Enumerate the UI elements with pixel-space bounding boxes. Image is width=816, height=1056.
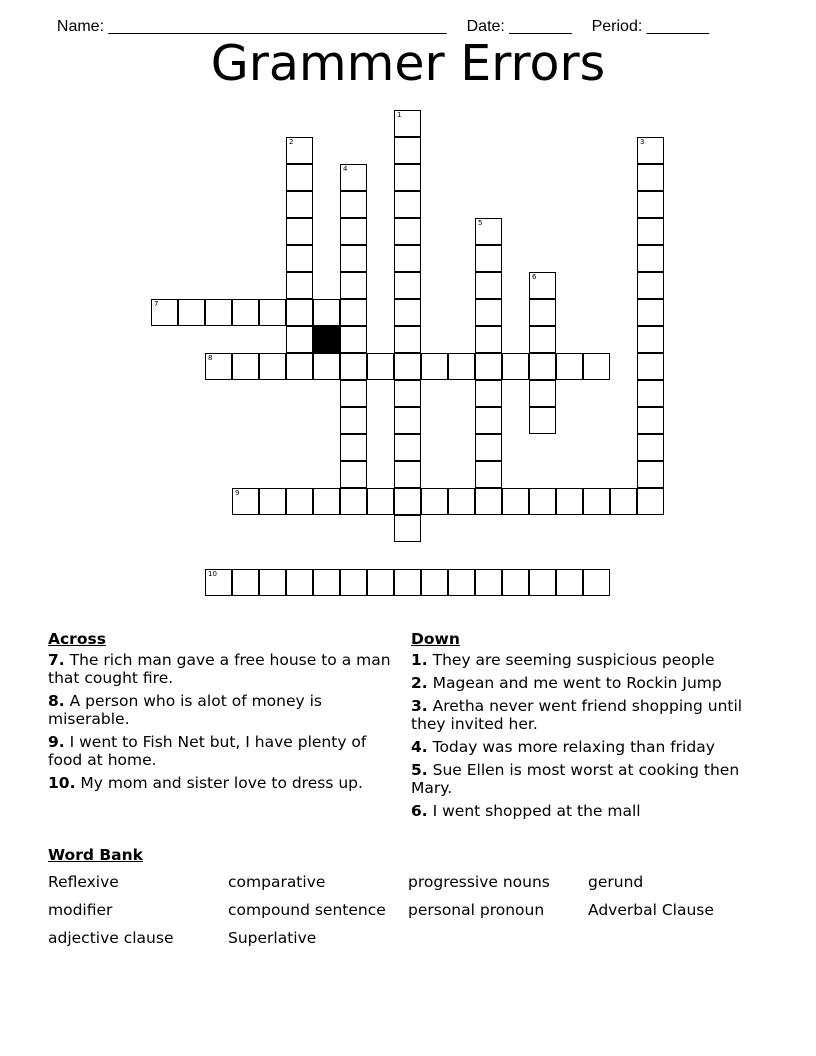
grid-cell[interactable] — [394, 110, 421, 137]
grid-cell[interactable] — [313, 353, 340, 380]
black-square — [313, 326, 340, 353]
grid-cell[interactable] — [448, 488, 475, 515]
clue-text: Magean and me went to Rockin Jump — [427, 674, 722, 692]
grid-cell[interactable] — [394, 569, 421, 596]
grid-cell[interactable] — [448, 569, 475, 596]
clue-number: 9. — [48, 733, 65, 751]
across-clue — [48, 692, 393, 728]
down-clue — [411, 738, 756, 756]
word-bank-item: Reflexive — [48, 873, 119, 891]
grid-cell[interactable] — [313, 488, 340, 515]
clue-text: My mom and sister love to dress up. — [75, 774, 363, 792]
cell-number: 8 — [208, 354, 213, 362]
grid-cell[interactable] — [529, 407, 556, 434]
grid-cell[interactable] — [529, 353, 556, 380]
grid-cell[interactable] — [421, 488, 448, 515]
cell-number: 9 — [235, 489, 240, 497]
clue-text: A person who is alot of money is miserable. — [48, 692, 323, 728]
grid-cell[interactable] — [529, 326, 556, 353]
grid-cell[interactable] — [556, 569, 583, 596]
grid-cell[interactable] — [367, 353, 394, 380]
grid-cell[interactable] — [475, 218, 502, 245]
grid-cell[interactable] — [340, 164, 367, 191]
down-clue — [411, 674, 756, 692]
grid-cell[interactable] — [394, 461, 421, 488]
clue-number: 4. — [411, 738, 428, 756]
grid-cell[interactable] — [475, 353, 502, 380]
grid-cell[interactable] — [232, 299, 259, 326]
grid-cell[interactable] — [313, 569, 340, 596]
grid-cell[interactable] — [286, 326, 313, 353]
clue-text: Aretha never went friend shopping until they invited her. — [411, 697, 743, 733]
grid-cell[interactable] — [286, 164, 313, 191]
grid-cell[interactable] — [475, 380, 502, 407]
grid-cell[interactable] — [421, 353, 448, 380]
grid-cell[interactable] — [448, 353, 475, 380]
grid-cell[interactable] — [394, 407, 421, 434]
word-bank-item: comparative — [228, 873, 326, 891]
grid-cell[interactable] — [394, 272, 421, 299]
clue-number: 6. — [411, 802, 428, 820]
grid-cell[interactable] — [232, 569, 259, 596]
grid-cell[interactable] — [340, 353, 367, 380]
date-field-label[interactable]: Date: _______ — [466, 18, 572, 35]
clue-text: They are seeming suspicious people — [427, 651, 715, 669]
across-clue — [48, 651, 393, 687]
grid-cell[interactable] — [475, 326, 502, 353]
grid-cell[interactable] — [286, 272, 313, 299]
clue-text: The rich man gave a free house to a man that cought fire. — [48, 651, 391, 687]
grid-cell[interactable] — [340, 245, 367, 272]
grid-cell[interactable] — [502, 569, 529, 596]
grid-cell[interactable] — [637, 461, 664, 488]
grid-cell[interactable] — [394, 380, 421, 407]
word-bank-item: compound sentence — [228, 901, 386, 919]
word-bank-heading: Word Bank — [48, 846, 143, 864]
grid-cell[interactable] — [529, 272, 556, 299]
grid-cell[interactable] — [340, 434, 367, 461]
grid-cell[interactable] — [205, 299, 232, 326]
grid-cell[interactable] — [340, 218, 367, 245]
clue-number: 10. — [48, 774, 76, 792]
grid-cell[interactable] — [529, 299, 556, 326]
grid-cell[interactable] — [583, 569, 610, 596]
cell-number: 4 — [343, 165, 348, 173]
grid-cell[interactable] — [394, 137, 421, 164]
grid-cell[interactable] — [637, 326, 664, 353]
grid-cell[interactable] — [340, 407, 367, 434]
grid-cell[interactable] — [637, 191, 664, 218]
grid-cell[interactable] — [394, 326, 421, 353]
grid-cell[interactable] — [205, 569, 232, 596]
grid-cell[interactable] — [637, 218, 664, 245]
grid-cell[interactable] — [259, 299, 286, 326]
grid-cell[interactable] — [610, 488, 637, 515]
grid-cell[interactable] — [259, 353, 286, 380]
grid-cell[interactable] — [529, 488, 556, 515]
down-clue — [411, 651, 756, 669]
clue-text: I went shopped at the mall — [427, 802, 641, 820]
across-clue — [48, 774, 393, 792]
clue-number: 7. — [48, 651, 65, 669]
clue-number: 8. — [48, 692, 65, 710]
word-bank-item: adjective clause — [48, 929, 174, 947]
down-clue — [411, 761, 756, 797]
grid-cell[interactable] — [340, 299, 367, 326]
word-bank-item: progressive nouns — [408, 873, 550, 891]
cell-number: 10 — [208, 570, 217, 578]
page-title: Grammer Errors — [210, 35, 606, 92]
clue-number: 3. — [411, 697, 428, 715]
grid-cell[interactable] — [475, 299, 502, 326]
grid-cell[interactable] — [475, 407, 502, 434]
grid-cell[interactable] — [475, 272, 502, 299]
clue-text: Sue Ellen is most worst at cooking then Mary. — [411, 761, 740, 797]
grid-cell[interactable] — [637, 407, 664, 434]
grid-cell[interactable] — [394, 164, 421, 191]
grid-cell[interactable] — [259, 569, 286, 596]
grid-cell[interactable] — [340, 191, 367, 218]
clue-text: Today was more relaxing than friday — [427, 738, 715, 756]
name-field-label[interactable]: Name: ______________________________________ — [56, 18, 447, 35]
grid-cell[interactable] — [394, 434, 421, 461]
grid-cell[interactable] — [394, 515, 421, 542]
grid-cell[interactable] — [529, 380, 556, 407]
across-clues — [48, 630, 393, 797]
grid-cell[interactable] — [340, 569, 367, 596]
grid-cell[interactable] — [475, 434, 502, 461]
grid-cell[interactable] — [502, 488, 529, 515]
grid-cell[interactable] — [205, 353, 232, 380]
grid-cell[interactable] — [340, 326, 367, 353]
grid-cell[interactable] — [529, 569, 556, 596]
grid-cell[interactable] — [286, 137, 313, 164]
grid-cell[interactable] — [394, 191, 421, 218]
grid-cell[interactable] — [394, 245, 421, 272]
cell-number: 6 — [532, 273, 537, 281]
grid-cell[interactable] — [259, 488, 286, 515]
word-bank-item: Adverbal Clause — [588, 901, 714, 919]
grid-cell[interactable] — [637, 299, 664, 326]
grid-cell[interactable] — [421, 569, 448, 596]
grid-cell[interactable] — [394, 353, 421, 380]
grid-cell[interactable] — [637, 245, 664, 272]
grid-cell[interactable] — [502, 353, 529, 380]
grid-cell[interactable] — [475, 461, 502, 488]
grid-cell[interactable] — [637, 434, 664, 461]
grid-cell[interactable] — [637, 353, 664, 380]
cell-number: 2 — [289, 138, 294, 146]
grid-cell[interactable] — [583, 488, 610, 515]
grid-cell[interactable] — [637, 488, 664, 515]
grid-cell[interactable] — [637, 164, 664, 191]
word-bank-item: Superlative — [228, 929, 317, 947]
grid-cell[interactable] — [286, 245, 313, 272]
word-bank-item: modifier — [48, 901, 113, 919]
grid-cell[interactable] — [340, 272, 367, 299]
grid-cell[interactable] — [340, 461, 367, 488]
grid-cell[interactable] — [367, 569, 394, 596]
grid-cell[interactable] — [232, 353, 259, 380]
cell-number: 3 — [640, 138, 645, 146]
period-field-label[interactable]: Period: _______ — [591, 18, 710, 35]
grid-cell[interactable] — [637, 272, 664, 299]
across-clue — [48, 733, 393, 769]
cell-number: 1 — [397, 111, 402, 119]
grid-cell[interactable] — [313, 299, 340, 326]
down-clues — [411, 630, 756, 825]
clue-number: 1. — [411, 651, 428, 669]
across-heading: Across — [48, 630, 106, 648]
down-clue — [411, 802, 756, 820]
grid-cell[interactable] — [394, 488, 421, 515]
clue-text: I went to Fish Net but, I have plenty of food at home. — [48, 733, 367, 769]
grid-cell[interactable] — [232, 488, 259, 515]
grid-cell[interactable] — [286, 191, 313, 218]
down-heading: Down — [411, 630, 460, 648]
word-bank-item: personal pronoun — [408, 901, 545, 919]
grid-cell[interactable] — [340, 380, 367, 407]
clue-number: 2. — [411, 674, 428, 692]
cell-number: 7 — [154, 300, 159, 308]
grid-cell[interactable] — [637, 380, 664, 407]
grid-cell[interactable] — [475, 569, 502, 596]
grid-cell[interactable] — [151, 299, 178, 326]
grid-cell[interactable] — [583, 353, 610, 380]
grid-cell[interactable] — [367, 488, 394, 515]
grid-cell[interactable] — [286, 569, 313, 596]
grid-cell[interactable] — [286, 299, 313, 326]
grid-cell[interactable] — [556, 353, 583, 380]
grid-cell[interactable] — [394, 299, 421, 326]
cell-number: 5 — [478, 219, 483, 227]
grid-cell[interactable] — [475, 245, 502, 272]
grid-cell[interactable] — [178, 299, 205, 326]
down-clue — [411, 697, 756, 733]
grid-cell[interactable] — [556, 488, 583, 515]
grid-cell[interactable] — [475, 488, 502, 515]
grid-cell[interactable] — [286, 488, 313, 515]
grid-cell[interactable] — [637, 137, 664, 164]
grid-cell[interactable] — [286, 218, 313, 245]
word-bank-item: gerund — [588, 873, 644, 891]
grid-cell[interactable] — [340, 488, 367, 515]
clue-number: 5. — [411, 761, 428, 779]
grid-cell[interactable] — [394, 218, 421, 245]
grid-cell[interactable] — [286, 353, 313, 380]
